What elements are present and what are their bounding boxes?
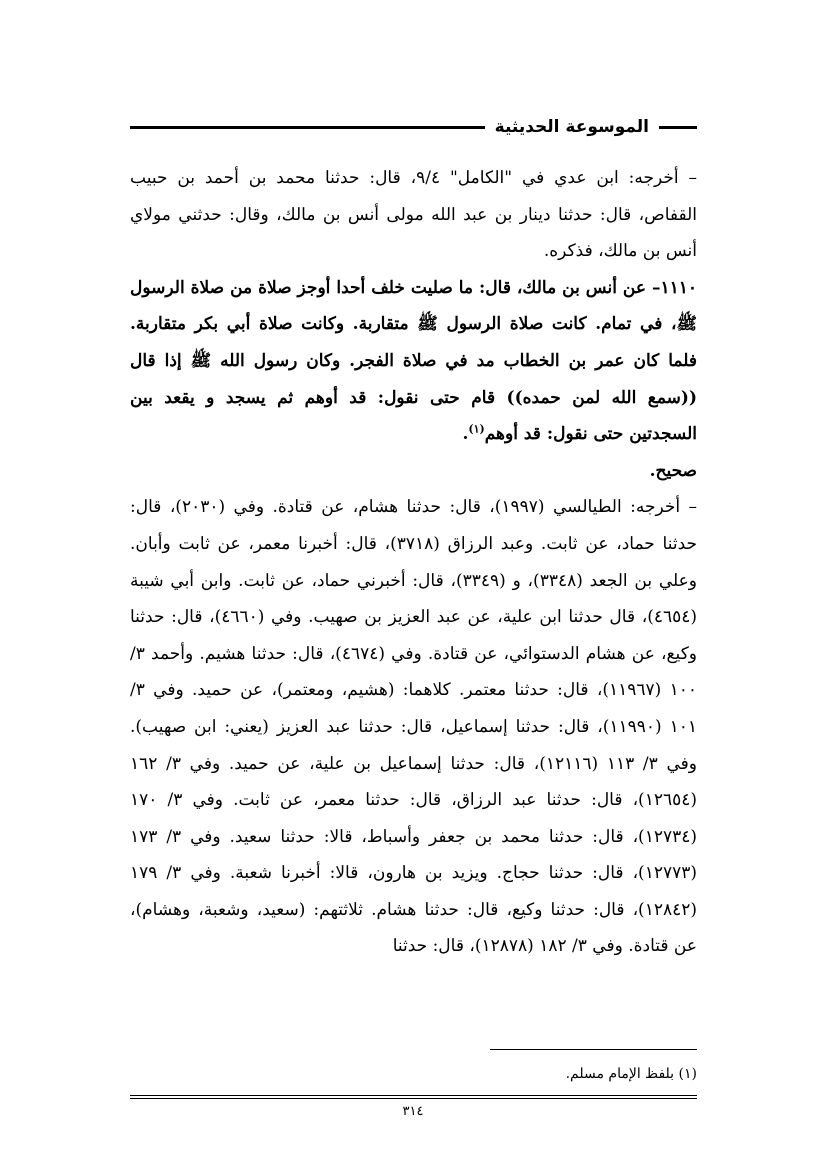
book-title: الموسوعة الحديثية: [494, 117, 649, 137]
takhrij-paragraph: – أخرجه: ابن عدي في "الكامل" ٩/٤، قال: حدثنا محمد بن أحمد بن حبيب القفاص، قال: حدثنا دينار بن عبد الله مولى أنس بن مالك، وقال: حدثني مولاي أنس بن مالك، فذكره.: [130, 168, 697, 262]
header-rule-short: [659, 126, 697, 129]
header-rule-long: [130, 126, 485, 129]
hadith-end: .: [462, 424, 469, 445]
hadith-text: [130, 270, 697, 453]
running-header: [130, 112, 697, 142]
footer-rule: [130, 1095, 697, 1099]
page-number: ٣١٤: [402, 1104, 424, 1119]
footnote-marker: (١): [468, 422, 485, 436]
hadith-body: ١١١٠– عن أنس بن مالك، قال: ما صليت خلف أحدا أوجز صلاة من صلاة الرسول ﷺ، في تمام. كانت صلاة الرسول ﷺ متقاربة. وكانت صلاة أبي بكر متقاربة. فلما كان عمر بن الخطاب مد في صلاة الفجر. وكان رسول الله ﷺ إذا قال ((سمع الله لمن حمده)) قام حتى نقول: قد أوهم ثم يسجد و يقعد بين السجدتين حتى نقول: قد أوهم: [130, 277, 697, 445]
takhrij-paragraph-main: – أخرجه: الطيالسي (١٩٩٧)، قال: حدثنا هشام، عن قتادة. وفي (٢٠٣٠)، قال: حدثنا حماد، عن ثابت. وعبد الرزاق (٣٧١٨)، قال: أخبرنا معمر، عن ثابت وأبان. وعلي بن الجعد (٣٣٤٨)، و (٣٣٤٩)، قال: أخبرني حماد، عن ثابت. وابن أبي شيبة (٤٦٥٤)، قال حدثنا ابن علية، عن عبد العزيز بن صهيب. وفي (٤٦٦٠)، قال: حدثنا وكيع، عن هشام الدستوائي، عن قتادة. وفي (٤٦٧٤)، قال: حدثنا هشيم. وأحمد ٣/ ١٠٠ (١١٩٦٧)، قال: حدثنا معتمر. كلاهما: (هشيم، ومعتمر)، عن حميد. وفي ٣/ ١٠١ (١١٩٩٠)، قال: حدثنا إسماعيل، قال: حدثنا عبد العزيز (يعني: ابن صهيب). وفي ٣/ ١١٣ (١٢١١٦)، قال: حدثنا إسماعيل بن علية، عن حميد. وفي ٣/ ١٦٢ (١٢٦٥٤)، قال: حدثنا عبد الرزاق، قال: حدثنا معمر، عن ثابت. وفي ٣/ ١٧٠ (١٢٧٣٤)، قال: حدثنا محمد بن جعفر وأسباط، قالا: حدثنا سعيد. وفي ٣/ ١٧٣ (١٢٧٧٣)، قال: حدثنا حجاج. ويزيد بن هارون، قالا: أخبرنا شعبة. وفي ٣/ ١٧٩ (١٢٨٤٢)، قال: حدثنا وكيع، قال: حدثنا هشام. ثلاثتهم: (سعيد، وشعبة، وهشام)، عن قتادة. وفي ٣/ ١٨٢ (١٢٨٧٨)، قال: حدثنا: [130, 497, 698, 957]
hadith-grade: صحيح.: [649, 460, 697, 481]
footnote: (١) بلفظ الإمام مسلم.: [565, 1066, 697, 1082]
footnote-separator: [490, 1049, 697, 1050]
page-body: [130, 160, 697, 965]
